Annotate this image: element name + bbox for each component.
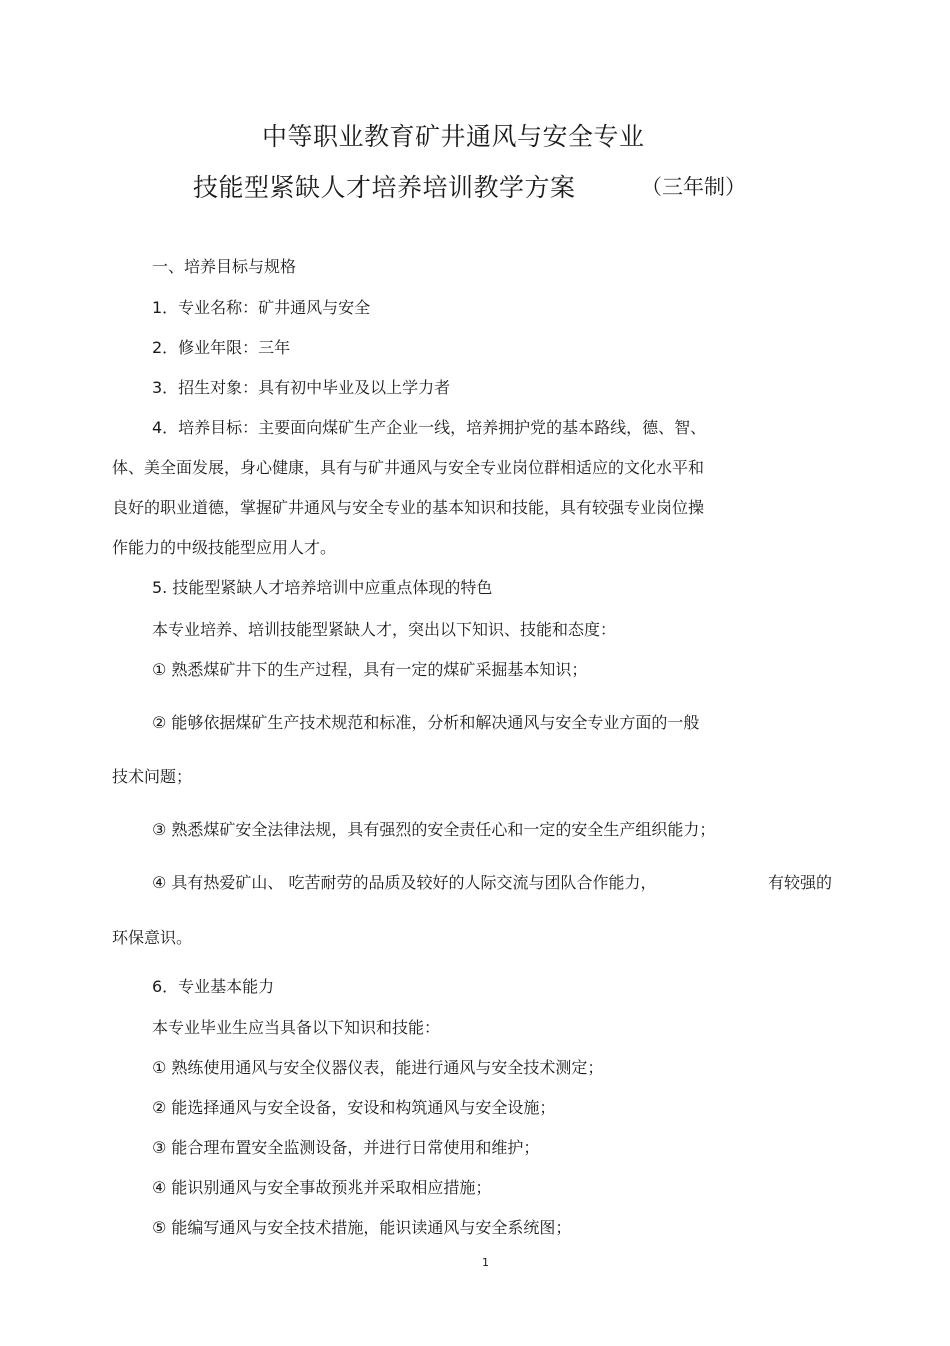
item5-point2-line1: ② 能够依据煤矿生产技术规范和标准，分析和解决通风与安全专业方面的一般 [152,713,700,732]
item4-line2: 体、美全面发展，身心健康，具有与矿井通风与安全专业岗位群相适应的文化水平和 [112,458,705,477]
item5-point2-line2: 技术问题； [112,767,193,786]
section1-heading: 一、培养目标与规格 [152,257,297,276]
item6-heading: 6．专业基本能力 [152,977,275,996]
item5-point4-line1b: 有较强的 [768,873,833,892]
item1-text: 1．专业名称：矿井通风与安全 [152,298,371,317]
item5-point1: ① 熟悉煤矿井下的生产过程，具有一定的煤矿采掘基本知识； [152,660,588,679]
document-title-line1: 中等职业教育矿井通风与安全专业 [262,122,645,151]
item5-point4-line1a: ④ 具有热爱矿山、 吃苦耐劳的品质及较好的人际交流与团队合作能力， [152,873,657,892]
item5-intro: 本专业培养、培训技能型紧缺人才，突出以下知识、技能和态度： [152,620,617,639]
item6-point1: ① 熟练使用通风与安全仪器仪表，能进行通风与安全技术测定； [152,1058,604,1077]
item6-point2: ② 能选择通风与安全设备，安设和构筑通风与安全设施； [152,1098,556,1117]
document-title-suffix: （三年制） [641,175,746,199]
item4-line1: 4．培养目标：主要面向煤矿生产企业一线，培养拥护党的基本路线，德、智、 [152,418,707,437]
document-title-line2: 技能型紧缺人才培养培训教学方案 [193,173,576,202]
item4-line4: 作能力的中级技能型应用人才。 [112,538,337,557]
item2-text: 2．修业年限：三年 [152,338,291,357]
item5-point4-line2: 环保意识。 [112,928,193,947]
item5-heading: 5. 技能型紧缺人才培养培训中应重点体现的特色 [152,578,493,597]
item6-point5: ⑤ 能编写通风与安全技术措施，能识读通风与安全系统图； [152,1218,572,1237]
item3-text: 3．招生对象：具有初中毕业及以上学力者 [152,378,451,397]
item4-line3: 良好的职业道德，掌握矿井通风与安全专业的基本知识和技能，具有较强专业岗位操 [112,498,705,517]
item6-intro: 本专业毕业生应当具备以下知识和技能： [152,1018,441,1037]
item6-point3: ③ 能合理布置安全监测设备，并进行日常使用和维护； [152,1138,540,1157]
item6-point4: ④ 能识别通风与安全事故预兆并采取相应措施； [152,1178,492,1197]
page-number: 1 [482,1256,489,1269]
item5-point3: ③ 熟悉煤矿安全法律法规，具有强烈的安全责任心和一定的安全生产组织能力； [152,820,716,839]
